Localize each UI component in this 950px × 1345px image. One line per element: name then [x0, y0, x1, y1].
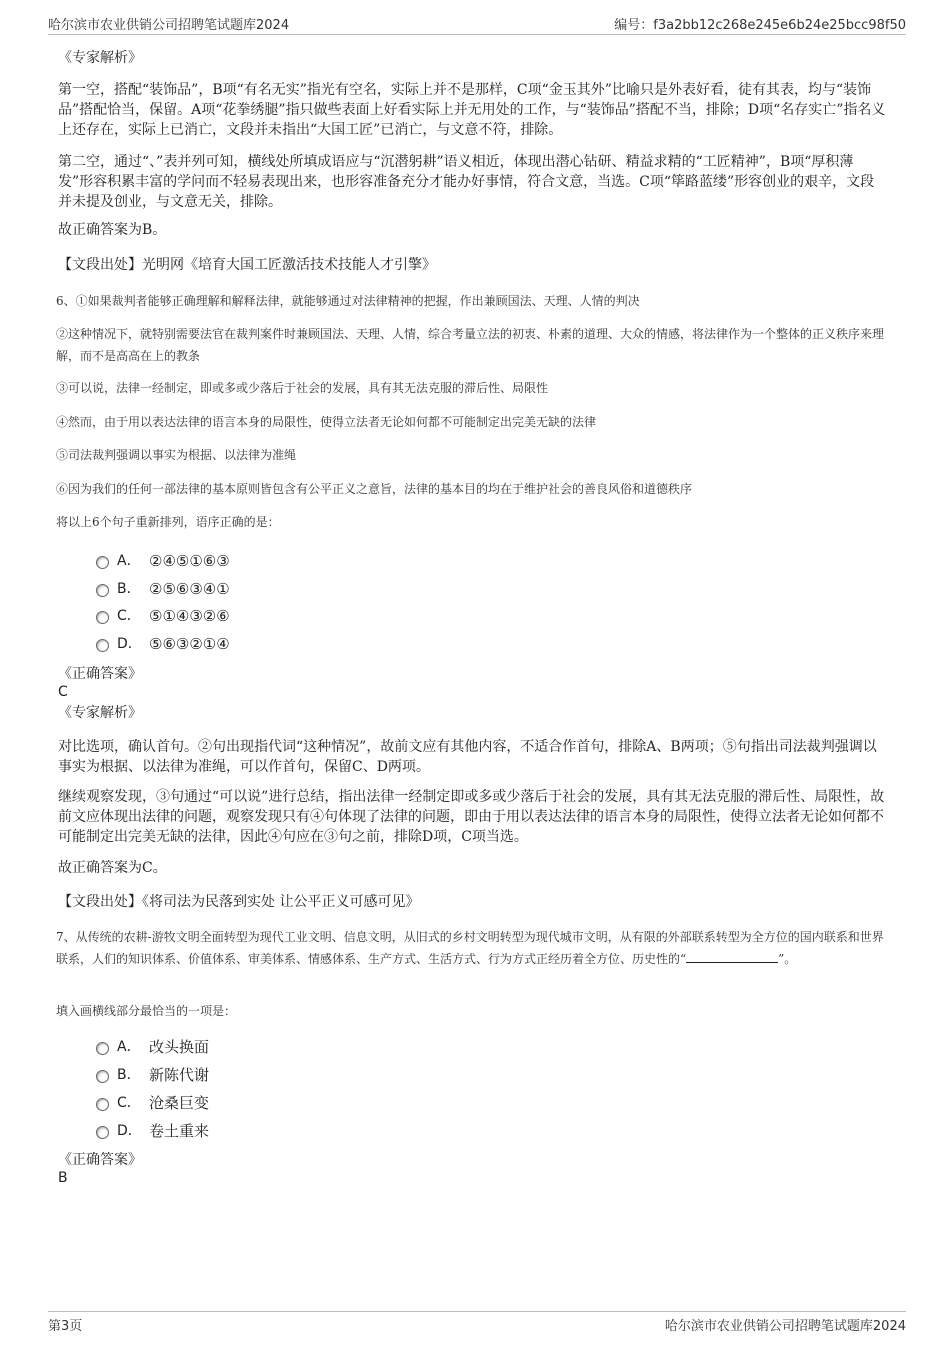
option-a[interactable] [96, 1037, 209, 1057]
radio-button-icon[interactable] [96, 1042, 109, 1055]
correct-answer-heading: 《正确答案》 [58, 666, 142, 682]
radio-button-icon[interactable] [96, 584, 109, 597]
radio-button-icon[interactable] [96, 1126, 109, 1139]
page-number: 第3页 [48, 1319, 83, 1334]
question-prompt: 将以上6个句子重新排列，语序正确的是： [56, 515, 280, 529]
option-letter: C． [117, 608, 141, 624]
radio-button-icon[interactable] [96, 611, 109, 624]
option-text: 沧桑巨变 [149, 1094, 210, 1112]
analysis-paragraph: 第一空，搭配“装饰品”，B项“有名无实”指光有空名，实际上并不是那样，C项“金玉其外”比喻只是外表好看，徒有其表，均与“装饰品”搭配恰当，保留。A项“花拳绣腿”指只做些表面上好看实际上并无用处的工作，与“装饰品”搭配不当，排除；D项“名存实亡”指名义上还存在，实际上已消亡，文段并未指出“大国工匠”已消亡，与文意不符，排除。 [58, 82, 886, 138]
option-d[interactable] [96, 1121, 209, 1141]
correct-answer-heading: 《正确答案》 [58, 1152, 142, 1168]
option-d[interactable] [96, 634, 230, 654]
option-text: 卷土重来 [149, 1122, 210, 1140]
option-text: ⑤①④③②⑥ [149, 607, 230, 625]
question-stem [56, 926, 891, 970]
option-b[interactable] [96, 1065, 209, 1085]
question-sentence: ⑤司法裁判强调以事实为根据、以法律为准绳 [56, 448, 297, 462]
option-letter: D． [117, 636, 142, 652]
option-letter: B． [117, 1067, 141, 1083]
analysis-conclusion: 故正确答案为C。 [58, 860, 167, 876]
page-footer [48, 1311, 906, 1334]
option-b[interactable] [96, 579, 230, 599]
option-letter: A． [117, 1039, 141, 1055]
analysis-paragraph: 继续观察发现，③句通过“可以说”进行总结，指出法律一经制定即或多或少落后于社会的发展，具有其无法克服的滞后性、局限性，故前文应体现出法律的问题，观察发现只有④句体现了法律的问题，即由于用以表达法律的语言本身的局限性，使得立法者无论如何都不可能制定出完美无缺的法律，因此④句应在③句之前，排除D项，C项当选。 [58, 789, 885, 845]
document-id: 编号：f3a2bb12c268e245e6b24e25bcc98f50 [614, 18, 906, 33]
option-text: ⑤⑥③②①④ [149, 635, 230, 653]
question-sentence: ⑥因为我们的任何一部法律的基本原则皆包含有公平正义之意旨，法律的基本目的均在于维护社会的善良风俗和道德秩序 [56, 482, 693, 496]
option-text: ②④⑤①⑥③ [149, 552, 230, 570]
option-letter: C． [117, 1095, 141, 1111]
analysis-paragraph: 对比选项，确认首句。②句出现指代词“这种情况”，故前文应有其他内容，不适合作首句，排除A、B两项；⑤句指出司法裁判强调以事实为根据、以法律为准绳，可以作首句，保留C、D两项。 [58, 739, 877, 775]
correct-answer: B [58, 1170, 68, 1186]
correct-answer: C [58, 684, 68, 700]
expert-analysis-heading: 《专家解析》 [58, 50, 142, 66]
option-c[interactable] [96, 606, 230, 626]
question-sentence: 6、①如果裁判者能够正确理解和解释法律，就能够通过对法律精神的把握，作出兼顾国法、天理、人情的判决 [56, 294, 640, 308]
header-title: 哈尔滨市农业供销公司招聘笔试题库2024 [48, 18, 290, 33]
option-letter: A． [117, 553, 141, 569]
page-header [48, 12, 906, 35]
radio-button-icon[interactable] [96, 556, 109, 569]
analysis-conclusion: 故正确答案为B。 [58, 222, 167, 238]
passage-source: 【文段出处】光明网《培育大国工匠激活技术技能人才引擎》 [58, 257, 436, 273]
question-sentence: ③可以说，法律一经制定，即或多或少落后于社会的发展，具有其无法克服的滞后性、局限性 [56, 381, 549, 395]
question-sentence: ②这种情况下，就特别需要法官在裁判案件时兼顾国法、天理、人情，综合考量立法的初衷、朴素的道理、大众的情感，将法律作为一个整体的正义秩序来理解，而不是高高在上的教条 [56, 327, 885, 363]
analysis-paragraph: 第二空，通过“、”表并列可知，横线处所填成语应与“沉潜躬耕”语义相近，体现出潜心钻研、精益求精的“工匠精神”，B项“厚积薄发”形容积累丰富的学问而不轻易表现出来，也形容准备充分才能办好事情，符合文意，当选。C项“筚路蓝缕”形容创业的艰辛，文段并未提及创业，与文意无关，排除。 [58, 154, 875, 210]
radio-button-icon[interactable] [96, 1098, 109, 1111]
option-text: ②⑤⑥③④① [149, 580, 230, 598]
radio-button-icon[interactable] [96, 1070, 109, 1083]
option-c[interactable] [96, 1093, 209, 1113]
passage-source: 【文段出处】《将司法为民落到实处 让公平正义可感可见》 [58, 894, 420, 910]
question-prompt: 填入画横线部分最恰当的一项是： [56, 1004, 237, 1018]
option-letter: B． [117, 581, 141, 597]
option-letter: D． [117, 1123, 142, 1139]
fill-in-blank [686, 950, 778, 963]
option-a[interactable] [96, 551, 230, 571]
option-text: 新陈代谢 [149, 1066, 210, 1084]
question-stem-end: ”。 [778, 952, 797, 966]
question-stem-text: 7、从传统的农耕-游牧文明全面转型为现代工业文明、信息文明，从旧式的乡村文明转型为现代城市文明，从有限的外部联系转型为全方位的国内联系和世界联系，人们的知识体系、价值体系、审美体系、情感体系、生产方式、生活方式、行为方式正经历着全方位、历史性的“ [56, 930, 884, 966]
radio-button-icon[interactable] [96, 639, 109, 652]
option-text: 改头换面 [149, 1038, 210, 1056]
footer-title: 哈尔滨市农业供销公司招聘笔试题库2024 [664, 1319, 906, 1334]
question-sentence: ④然而，由于用以表达法律的语言本身的局限性，使得立法者无论如何都不可能制定出完美无缺的法律 [56, 415, 597, 429]
expert-analysis-heading: 《专家解析》 [58, 705, 142, 721]
